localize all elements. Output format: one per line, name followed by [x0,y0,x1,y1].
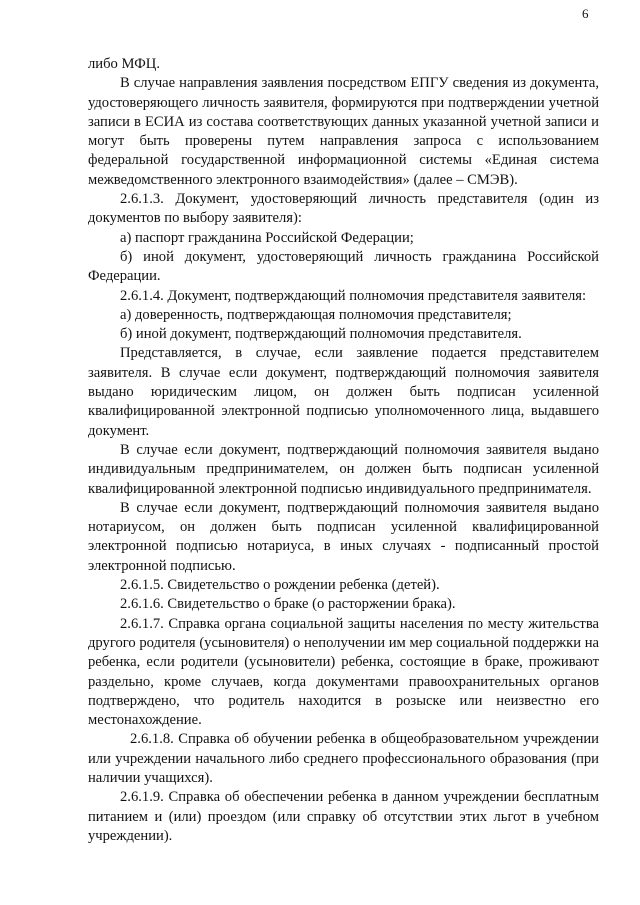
paragraph: либо МФЦ. [88,56,160,72]
paragraph: 2.6.1.4. Документ, подтверждающий полномочия представителя заявителя: [120,287,587,304]
paragraph: 2.6.1.8. Справка об обучении ребенка в общеобразовательном учреждении или учреждении начального либо среднего профессионального образования (при наличии учащихся). [88,731,599,786]
list-item: б) иной документ, удостоверяющий личность гражданина Российской Федерации. [88,248,599,285]
page-number: 6 [582,6,589,21]
document-body [88,55,599,846]
paragraph: В случае направления заявления посредством ЕПГУ сведения из документа, удостоверяющего личность заявителя, формируются при подтверждении учетной записи в ЕСИА из состава соответствующих данных указанной учетной записи и могут быть проверены путем направления запроса с использованием федеральной государственной информационной системы «Единая система межведомственного электронного взаимодействия» (далее – СМЭВ). [88,75,599,188]
paragraph: 2.6.1.9. Справка об обеспечении ребенка в данном учреждении бесплатным питанием и (или) проездом (или справку об отсутствии этих льгот в учебном учреждении). [88,789,599,844]
paragraph: 2.6.1.3. Документ, удостоверяющий личность представителя (один из документов по выбору заявителя): [88,191,599,227]
paragraph: В случае если документ, подтверждающий полномочия заявителя выдано нотариусом, он должен быть подписан усиленной квалифицированной электронной подписью нотариуса, в иных случаях - подписанный простой электронной подписью. [88,499,599,574]
list-item: а) паспорт гражданина Российской Федерации; [120,229,414,246]
paragraph: 2.6.1.5. Свидетельство о рождении ребенка (детей). [120,577,440,594]
list-item: а) доверенность, подтверждающая полномочия представителя; [120,306,512,323]
paragraph: В случае если документ, подтверждающий полномочия заявителя выдано индивидуальным предпринимателем, он должен быть подписан усиленной квалифицированной электронной подписью индивидуального предпринимателя. [88,441,599,497]
paragraph: 2.6.1.6. Свидетельство о браке (о расторжении брака). [120,596,456,613]
list-item: б) иной документ, подтверждающий полномочия представителя. [120,326,522,343]
paragraph: 2.6.1.7. Справка органа социальной защиты населения по месту жительства другого родителя (усыновителя) о неполучении им мер социальной поддержки на ребенка, если родители (усыновители) ребенка, состоящие в браке, проживают раздельно, кроме случаев, когда документами правоохранительных органов подтверждено, что родитель находится в розыске или неизвестно его местонахождение. [88,615,599,729]
paragraph: Представляется, в случае, если заявление подается представителем заявителя. В случае если документ, подтверждающий полномочия заявителя выдано юридическим лицом, он должен быть подписан усиленной квалифицированной электронной подписью уполномоченного лица, выдавшего документ. [88,345,599,439]
